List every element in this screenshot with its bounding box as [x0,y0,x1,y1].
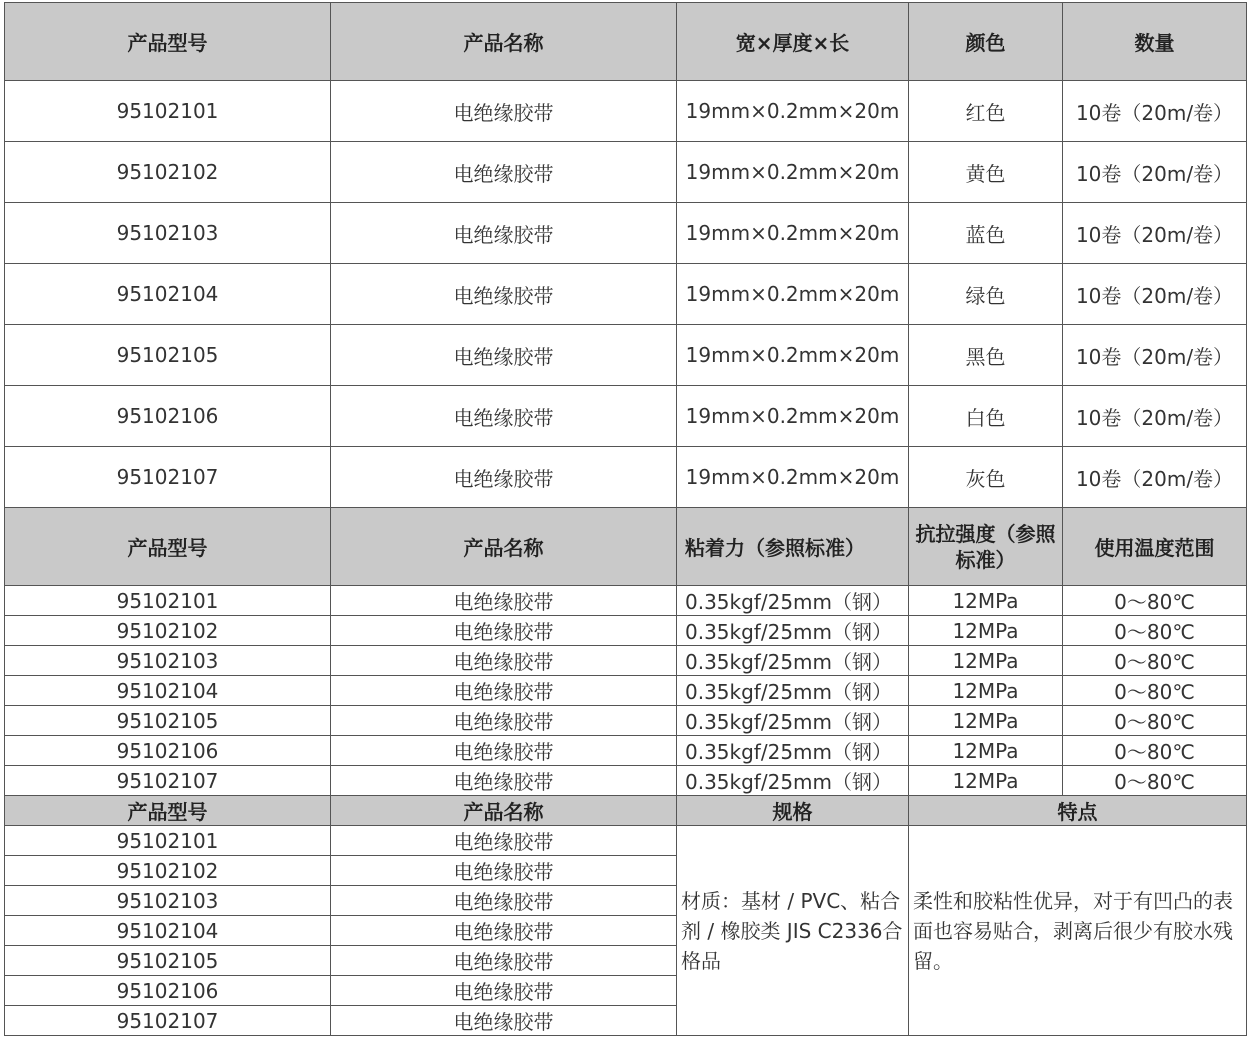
cell-model: 95102104 [5,916,331,946]
cell-color: 红色 [909,81,1063,142]
cell-adhesion: 0.35kgf/25mm（钢） [677,646,909,676]
cell-model: 95102102 [5,856,331,886]
cell-name: 电绝缘胶带 [331,646,677,676]
cell-model: 95102104 [5,676,331,706]
cell-color: 黄色 [909,142,1063,203]
cell-model: 95102107 [5,766,331,796]
cell-tensile-strength: 12MPa [909,646,1063,676]
cell-name: 电绝缘胶带 [331,766,677,796]
table-row [5,736,1247,766]
cell-temperature-range: 0～80℃ [1063,706,1247,736]
header-model: 产品型号 [5,3,331,81]
cell-quantity: 10卷（20m/卷） [1063,203,1247,264]
cell-color: 灰色 [909,447,1063,508]
cell-name: 电绝缘胶带 [331,826,677,856]
header-name: 产品名称 [331,508,677,586]
cell-name: 电绝缘胶带 [331,325,677,386]
cell-adhesion: 0.35kgf/25mm（钢） [677,676,909,706]
cell-model: 95102103 [5,646,331,676]
cell-model: 95102105 [5,325,331,386]
spec-description: 材质：基材 / PVC、粘合剂 / 橡胶类 JIS C2336合格品 [677,826,909,1036]
cell-color: 绿色 [909,264,1063,325]
cell-temperature-range: 0～80℃ [1063,766,1247,796]
cell-name: 电绝缘胶带 [331,616,677,646]
header-dimensions: 宽×厚度×长 [677,3,909,81]
cell-name: 电绝缘胶带 [331,264,677,325]
cell-model: 95102106 [5,976,331,1006]
cell-quantity: 10卷（20m/卷） [1063,81,1247,142]
cell-model: 95102105 [5,706,331,736]
table-row [5,325,1247,386]
table-row [5,386,1247,447]
cell-tensile-strength: 12MPa [909,736,1063,766]
table3-header-row [5,796,1247,826]
cell-name: 电绝缘胶带 [331,856,677,886]
cell-name: 电绝缘胶带 [331,142,677,203]
header-model: 产品型号 [5,508,331,586]
table1-header-row [5,3,1247,81]
cell-name: 电绝缘胶带 [331,886,677,916]
table-row [5,81,1247,142]
cell-color: 黑色 [909,325,1063,386]
cell-quantity: 10卷（20m/卷） [1063,325,1247,386]
cell-temperature-range: 0～80℃ [1063,736,1247,766]
cell-model: 95102102 [5,616,331,646]
cell-name: 电绝缘胶带 [331,203,677,264]
cell-name: 电绝缘胶带 [331,976,677,1006]
cell-dimensions: 19mm×0.2mm×20m [677,264,909,325]
cell-color: 蓝色 [909,203,1063,264]
table-row [5,203,1247,264]
table-row [5,646,1247,676]
cell-name: 电绝缘胶带 [331,706,677,736]
product-spec-table [4,2,1247,1036]
cell-name: 电绝缘胶带 [331,447,677,508]
table-row [5,586,1247,616]
cell-quantity: 10卷（20m/卷） [1063,142,1247,203]
header-temperature-range: 使用温度范围 [1063,508,1247,586]
cell-model: 95102105 [5,946,331,976]
table-row [5,616,1247,646]
cell-color: 白色 [909,386,1063,447]
cell-model: 95102101 [5,826,331,856]
cell-adhesion: 0.35kgf/25mm（钢） [677,586,909,616]
cell-dimensions: 19mm×0.2mm×20m [677,325,909,386]
cell-quantity: 10卷（20m/卷） [1063,447,1247,508]
cell-model: 95102104 [5,264,331,325]
header-adhesion: 粘着力（参照标准） [677,508,909,586]
cell-model: 95102103 [5,886,331,916]
cell-tensile-strength: 12MPa [909,766,1063,796]
header-model: 产品型号 [5,796,331,826]
cell-name: 电绝缘胶带 [331,946,677,976]
cell-adhesion: 0.35kgf/25mm（钢） [677,766,909,796]
cell-temperature-range: 0～80℃ [1063,646,1247,676]
cell-name: 电绝缘胶带 [331,386,677,447]
header-name: 产品名称 [331,3,677,81]
header-features: 特点 [909,796,1247,826]
cell-model: 95102101 [5,81,331,142]
feature-description: 柔性和胶粘性优异，对于有凹凸的表面也容易贴合，剥离后很少有胶水残留。 [909,826,1247,1036]
cell-name: 电绝缘胶带 [331,586,677,616]
cell-model: 95102102 [5,142,331,203]
cell-temperature-range: 0～80℃ [1063,616,1247,646]
cell-dimensions: 19mm×0.2mm×20m [677,386,909,447]
table-row [5,706,1247,736]
cell-tensile-strength: 12MPa [909,616,1063,646]
cell-dimensions: 19mm×0.2mm×20m [677,203,909,264]
header-spec: 规格 [677,796,909,826]
cell-name: 电绝缘胶带 [331,916,677,946]
cell-adhesion: 0.35kgf/25mm（钢） [677,616,909,646]
cell-name: 电绝缘胶带 [331,736,677,766]
cell-name: 电绝缘胶带 [331,81,677,142]
header-tensile-strength: 抗拉强度（参照标准） [909,508,1063,586]
table-row [5,447,1247,508]
cell-model: 95102106 [5,386,331,447]
table-row [5,766,1247,796]
cell-model: 95102106 [5,736,331,766]
cell-model: 95102107 [5,1006,331,1036]
cell-model: 95102107 [5,447,331,508]
cell-dimensions: 19mm×0.2mm×20m [677,81,909,142]
cell-tensile-strength: 12MPa [909,706,1063,736]
cell-model: 95102101 [5,586,331,616]
cell-tensile-strength: 12MPa [909,586,1063,616]
cell-temperature-range: 0～80℃ [1063,676,1247,706]
cell-tensile-strength: 12MPa [909,676,1063,706]
table-row [5,826,1247,856]
cell-model: 95102103 [5,203,331,264]
cell-name: 电绝缘胶带 [331,1006,677,1036]
header-color: 颜色 [909,3,1063,81]
table-row [5,676,1247,706]
table-row [5,264,1247,325]
cell-quantity: 10卷（20m/卷） [1063,264,1247,325]
cell-adhesion: 0.35kgf/25mm（钢） [677,706,909,736]
cell-dimensions: 19mm×0.2mm×20m [677,447,909,508]
table-row [5,142,1247,203]
table2-header-row [5,508,1247,586]
cell-name: 电绝缘胶带 [331,676,677,706]
cell-dimensions: 19mm×0.2mm×20m [677,142,909,203]
cell-adhesion: 0.35kgf/25mm（钢） [677,736,909,766]
cell-quantity: 10卷（20m/卷） [1063,386,1247,447]
header-name: 产品名称 [331,796,677,826]
header-quantity: 数量 [1063,3,1247,81]
cell-temperature-range: 0～80℃ [1063,586,1247,616]
